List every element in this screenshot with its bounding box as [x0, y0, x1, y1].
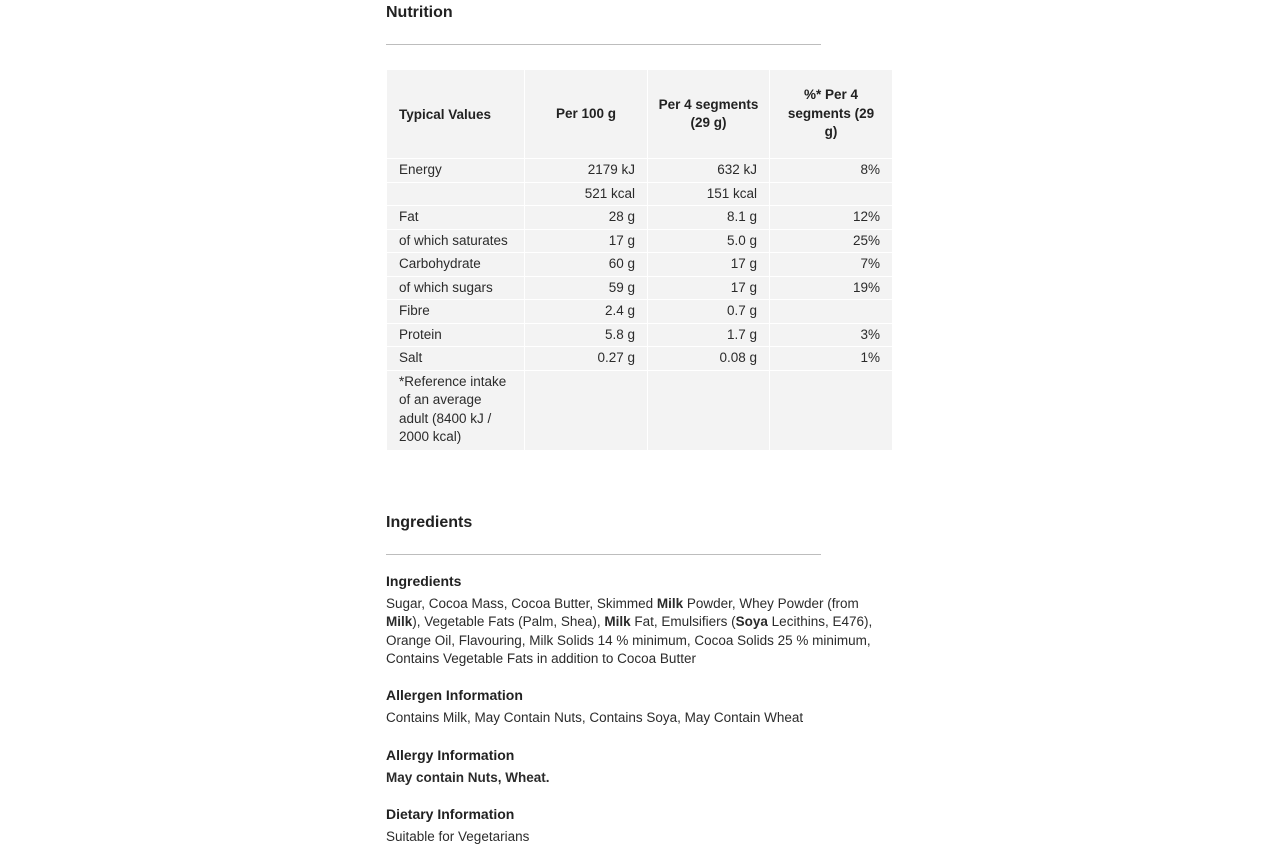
nutrition-row [387, 229, 893, 253]
reference-intake-value: 19% [770, 276, 893, 300]
allergen-block [386, 686, 886, 727]
per-portion-value: 0.08 g [648, 347, 770, 371]
nutrition-row [387, 347, 893, 371]
reference-intake-value: 1% [770, 347, 893, 371]
header-per-portion: Per 4 segments (29 g) [648, 70, 770, 159]
per-portion-value: 17 g [648, 253, 770, 277]
nutrient-label: Salt [387, 347, 525, 371]
nutrient-label [387, 182, 525, 206]
nutrient-label: of which sugars [387, 276, 525, 300]
per-100g-value: 2.4 g [525, 300, 648, 324]
allergen-highlight: Milk [656, 595, 684, 611]
allergy-block [386, 746, 886, 787]
per-100g-value: 0.27 g [525, 347, 648, 371]
nutrition-row [387, 182, 893, 206]
reference-intake-value: 3% [770, 323, 893, 347]
reference-intake-value [770, 182, 893, 206]
nutrient-label: Energy [387, 159, 525, 183]
ingredients-block [386, 572, 886, 669]
allergen-highlight: Soya [735, 614, 768, 629]
allergen-highlight: Milk [386, 614, 413, 629]
per-portion-value: 151 kcal [648, 182, 770, 206]
reference-intake-value: 25% [770, 229, 893, 253]
dietary-text: Suitable for Vegetarians [386, 828, 530, 844]
per-100g-value: 17 g [525, 229, 648, 253]
header-per-100g: Per 100 g [525, 70, 648, 159]
ingredients-text [386, 595, 886, 669]
nutrient-label: of which saturates [387, 229, 525, 253]
per-portion-value: 8.1 g [648, 206, 770, 230]
per-100g-value: 28 g [525, 206, 648, 230]
nutrition-table-header [387, 70, 893, 159]
nutrient-label: Fat [387, 206, 525, 230]
reference-intake-value: 12% [770, 206, 893, 230]
allergy-heading: Allergy Information [386, 747, 515, 763]
reference-intake-value: 8% [770, 159, 893, 183]
nutrient-label: Protein [387, 323, 525, 347]
ingredients-segment: Sugar, Cocoa Mass, Cocoa Butter, Skimmed [386, 595, 657, 611]
reference-intake-value [770, 300, 893, 324]
ingredients-subheading: Ingredients [386, 573, 462, 589]
nutrition-row [387, 300, 893, 324]
header-reference-intake: %* Per 4 segments (29 g) [770, 70, 893, 159]
per-100g-value: 60 g [525, 253, 648, 277]
reference-intake-value: 7% [770, 253, 893, 277]
allergy-text: May contain Nuts, Wheat. [386, 769, 550, 785]
ingredients-segment: Fat, Emulsifiers ( [630, 614, 736, 629]
per-portion-value: 0.7 g [648, 300, 770, 324]
reference-intake-footnote: *Reference intake of an average adult (8400 kJ / 2000 kcal) [387, 370, 525, 450]
nutrition-row [387, 323, 893, 347]
per-portion-value: 632 kJ [648, 159, 770, 183]
per-portion-value: 5.0 g [648, 229, 770, 253]
ingredients-divider [386, 554, 821, 555]
per-100g-value: 2179 kJ [525, 159, 648, 183]
allergen-highlight: Milk [604, 614, 631, 629]
allergen-heading: Allergen Information [386, 687, 523, 703]
nutrition-table [386, 69, 893, 451]
header-typical-values: Typical Values [387, 70, 525, 159]
per-portion-value: 1.7 g [648, 323, 770, 347]
ingredients-segment: Lecithins, E476), Orange Oil, Flavouring, Milk Solids 14 % minimum, Cocoa Solids 25 % minimum, Contains Vegetable Fats in addition to Cocoa Butter [386, 614, 873, 666]
nutrient-label: Fibre [387, 300, 525, 324]
nutrition-heading: Nutrition [386, 4, 453, 21]
footnote-row [387, 370, 893, 450]
ingredients-segment: Powder, Whey Powder (from [683, 595, 859, 611]
ingredients-segment: ), Vegetable Fats (Palm, Shea), [412, 614, 605, 629]
nutrition-divider [386, 44, 821, 45]
per-portion-value: 17 g [648, 276, 770, 300]
ingredients-heading: Ingredients [386, 514, 473, 531]
nutrition-row [387, 159, 893, 183]
nutrition-row [387, 276, 893, 300]
dietary-heading: Dietary Information [386, 806, 515, 822]
per-100g-value: 5.8 g [525, 323, 648, 347]
nutrient-label: Carbohydrate [387, 253, 525, 277]
dietary-block [386, 805, 886, 846]
nutrition-row [387, 253, 893, 277]
allergen-text: Contains Milk, May Contain Nuts, Contains Soya, May Contain Wheat [386, 709, 804, 725]
per-100g-value: 59 g [525, 276, 648, 300]
per-100g-value: 521 kcal [525, 182, 648, 206]
nutrition-row [387, 206, 893, 230]
